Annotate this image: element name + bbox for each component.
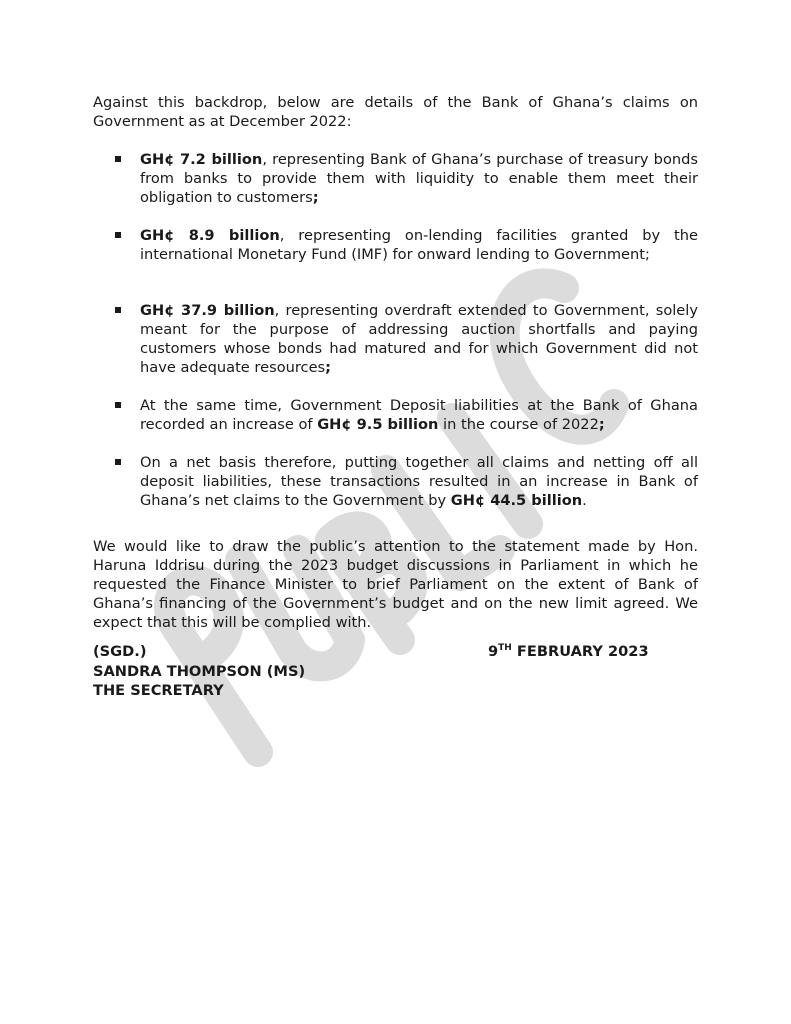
bullet-square-icon [115, 156, 121, 162]
item-text: , representing on-lending facilities granted by the international Monetary Fund (IMF) for onward lending to Government; [140, 227, 698, 263]
intro-paragraph: Against this backdrop, below are details of the Bank of Ghana’s claims on Government as at December 2022: [93, 94, 698, 130]
signatory-name: SANDRA THOMPSON (MS) [93, 662, 306, 680]
list-item [93, 301, 698, 377]
item-text: , representing overdraft extended to Government, solely meant for the purpose of addressing auction shortfalls and paying customers whose bonds had matured and for which Government did not have adequate resources [140, 302, 698, 376]
signed-marker: (SGD.) [93, 643, 147, 660]
item-text: At the same time, Government Deposit liabilities at the Bank of Ghana recorded an increase of [140, 397, 698, 433]
bullet-square-icon [115, 459, 121, 465]
amount: GH¢ 44.5 billion [450, 492, 583, 509]
bullet-square-icon [115, 232, 121, 238]
item-text: , representing Bank of Ghana’s purchase of treasury bonds from banks to provide them with liquidity to enable them meet their obligation to customers [140, 151, 698, 206]
amount: GH¢ 9.5 billion [317, 416, 439, 433]
date-day: 9 [488, 643, 499, 660]
list-item [93, 396, 698, 434]
list-item [93, 453, 698, 510]
item-text: in the course of 2022 [438, 416, 599, 433]
letter-date [488, 642, 649, 662]
bullet-square-icon [115, 307, 121, 313]
claims-list [93, 150, 698, 510]
item-tail: ; [325, 359, 331, 376]
signature-block [93, 642, 305, 701]
signatory-title: THE SECRETARY [93, 682, 224, 699]
item-tail: ; [312, 189, 319, 206]
list-item [93, 226, 698, 264]
amount: GH¢ 8.9 billion [140, 227, 280, 244]
closing-paragraph: We would like to draw the public’s attention to the statement made by Hon. Haruna Iddrisu during the 2023 budget discussions in Parliament in which he requested the Finance Minister to brief Parliament on the extent of Bank of Ghana’s financing of the Government’s budget and on the new limit agreed. We expect that this will be complied with. [93, 538, 698, 631]
amount: GH¢ 7.2 billion [140, 151, 263, 168]
letter-body [93, 93, 698, 632]
date-month-year: FEBRUARY 2023 [511, 643, 649, 660]
item-text: On a net basis therefore, putting together all claims and netting off all deposit liabilities, these transactions resulted in an increase in Bank of Ghana’s net claims to the Government by [140, 454, 698, 509]
item-text: . [582, 492, 587, 509]
date-ordinal: TH [498, 643, 512, 653]
amount: GH¢ 37.9 billion [140, 302, 275, 319]
bullet-square-icon [115, 402, 121, 408]
item-tail: ; [598, 416, 605, 433]
list-item [93, 150, 698, 207]
